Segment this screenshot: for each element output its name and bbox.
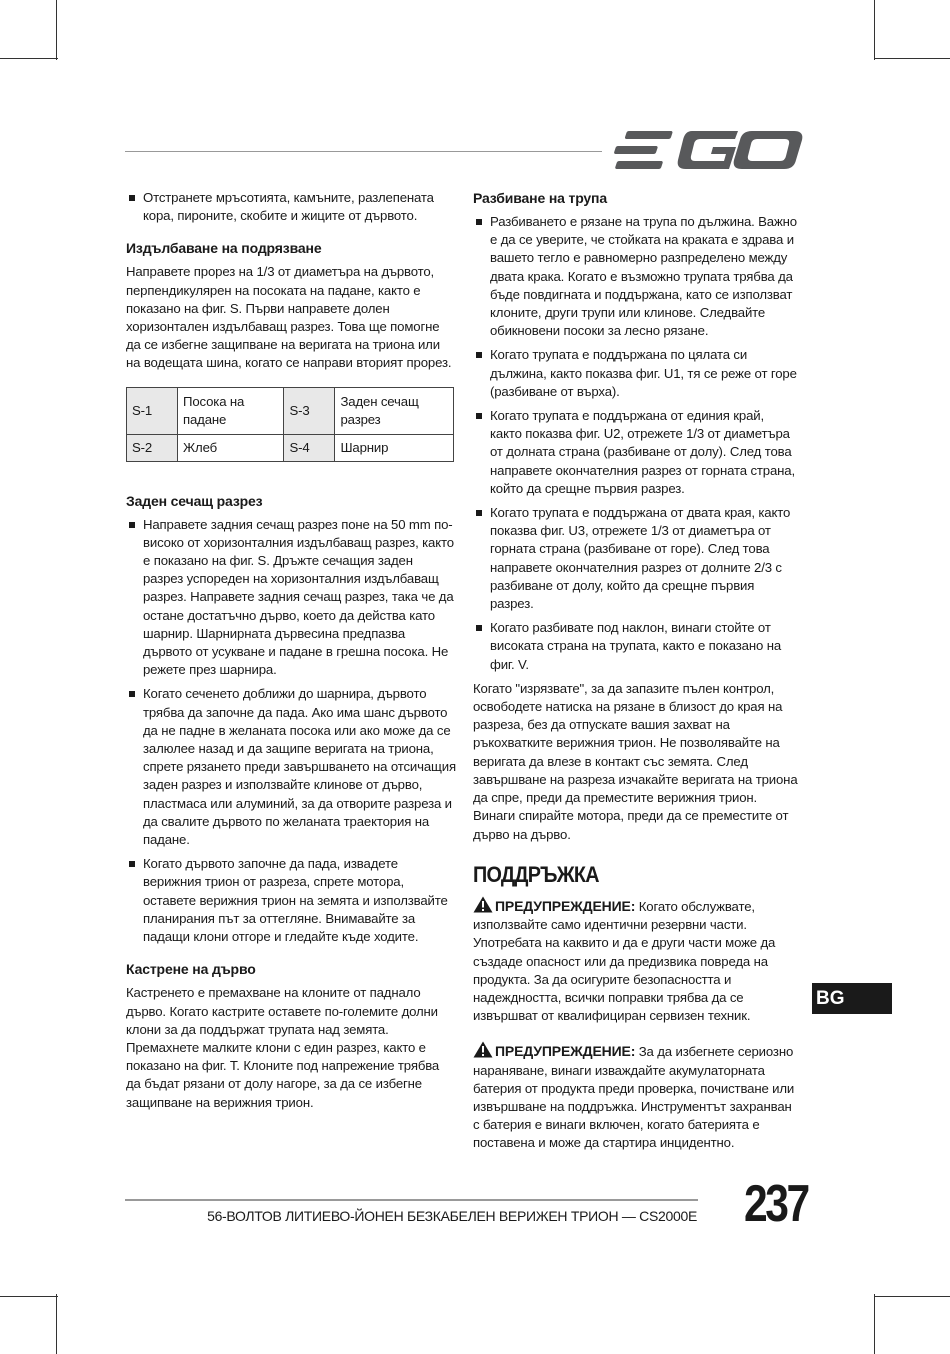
footer-rule [125,1199,698,1201]
notch-text: Направете прорез на 1/3 от диаметъра на дървото, перпендикулярен на посоката на падане, както е показано на фиг. S. Първи направете долен хоризонтален издълбаващ разрез. Това ще помогне да се избегне защипване на веригата на триона или на водещата шина, когато се направи вторият прорез. [126,264,452,371]
list-item: Когато трупата е поддържана от единия край, както показва фиг. U2, отрежете 1/3 от диаметъра от долната страна (разбиване от долу). След това направете окончателния разрез от горната страна, който да срещне първия разрез. [473,407,798,498]
crop-mark [874,58,950,59]
back-cut-heading: Заден сечащ разрез [126,492,263,509]
footer-product-title: 56-ВОЛТОВ ЛИТИЕВО-ЙОНЕН БЕЗКАБЕЛЕН ВЕРИЖЕН ТРИОН — CS2000E [207,1208,697,1224]
table-row [127,387,454,434]
header-rule [125,151,602,152]
warning-triangle-icon [473,1041,493,1058]
list-item: Направете задния сечащ разрез поне на 50 mm по-високо от хоризонталния издълбаващ разрез, както е показано на фиг. S. Дръжте сечащия заден разрез успореден на хоризонталния издълбаващ разрез. Направете задния сечащ разрез, така че да остане достатъчно дърво, което да действа като шарнир. Шарнирната дървесина предпазва дървото от усукване и падане в грешна посока. Не режете през шарнира. [126,516,456,680]
crop-mark [874,1294,875,1354]
crop-mark [0,1296,58,1297]
warning-block [473,896,798,1025]
warning-triangle-icon [473,896,493,913]
table-cell: S-4 [284,434,335,461]
bucking-list [473,213,798,674]
maintenance-title: ПОДДРЪЖКА [473,861,599,887]
left-column [126,189,456,1112]
crop-mark [56,0,57,60]
table-cell: Заден сечащ разрез [335,387,454,434]
list-item: Когато сеченето доближи до шарнира, дървото трябва да започне да пада. Ако има шанс дървото да не падне в желаната посока или ако може да се залюлее назад и да защипе веригата на триона, спрете рязането преди завършването на отсичащия заден разрез и използвайте клинове от дърво, пластмаса или алуминий, за да отворите разреза и да свалите дървото по желаната траектория на падане. [126,685,456,849]
intro-list [126,189,456,225]
page-number: 237 [744,1175,808,1233]
ego-logo [614,128,804,173]
warning-text: За да избегнете сериозно нараняване, винаги изваждайте акумулаторната батерия от продукта преди проверка, почистване или извършване на поддръжка. Инструментът захранван с батерия е винаги включен, когато батерията е поставена и може да стартира инцидентно. [473,1044,795,1151]
bucking-text: Когато "изрязвате", за да запазите пълен контрол, освободете натиска на рязане в близост до края на разреза, без да отпускате вашия захват на ръкохватките верижния трион. Не позволявайте на веригата да влезе в контакт със земята. След завършване на разреза изчакайте веригата на триона да спре, преди да преместите верижния трион. Винаги спирайте мотора, преди да се преместите от дърво на дърво. [473,680,798,842]
table-row [127,434,454,461]
limbing-heading: Кастрене на дърво [126,961,256,978]
list-item: Когато трупата е поддържана от двата края, както показва фиг. U3, отрежете 1/3 от диаметъра от горната страна (разбиване от горе). След това направете окончателния разрез от долните 2/3 с разбиване от долу, който да срещне първия разрез. [473,504,798,613]
figure-legend-table [126,387,454,462]
bucking-heading: Разбиване на трупа [473,190,607,206]
crop-mark [56,1294,57,1354]
language-tab: BG [812,983,892,1014]
limbing-text: Кастренето е премахване на клоните от паднало дърво. Когато кастрите оставете по-големите долни клони за да поддържат трупата над земята. Премахнете малките клони с един разрез, както е показано на фиг. T. Клоните под напрежение трябва да бъдат рязани от долу нагоре, за да се избегне защипване на верижния трион. [126,985,440,1110]
table-cell: S-1 [127,387,178,434]
table-cell: Посока на падане [178,387,284,434]
table-cell: Шарнир [335,434,454,461]
right-column [473,189,798,1169]
back-cut-list [126,516,456,947]
list-item: Когато дървото започне да пада, извадете верижния трион от разреза, спрете мотора, оставете верижния трион на земята и използвайте планирания път за оттегляне. Внимавайте за падащи клони отгоре и гледайте къде ходите. [126,855,456,946]
warning-text: Когато обслужвате, използвайте само идентични резервни части. Употребата на каквито и да е други части може да създаде опасност или да предизвика повреда на продукта. За да осигурите безопасността и надеждността, всички поправки трябва да се извършват от квалифициран сервизен техник. [473,898,776,1024]
notch-heading: Издълбаване на подрязване [126,240,322,257]
list-item: Разбиването е рязане на трупа по дължина. Важно е да се уверите, че стойката на краката е здрава и вашето тегло е равномерно разпределено между двата крака. Когато е възможно трупата трябва да бъде повдигната и поддържана, като се използват клоните, други трупи или клинове. Следвайте обикновени посоки за лесно рязане. [473,213,798,340]
list-item: Когато трупата е поддържана по цялата си дължина, както показва фиг. U1, тя се реже от горе (разбиване от върха). [473,346,798,401]
warning-label: ПРЕДУПРЕЖДЕНИЕ: [495,1043,636,1060]
list-item: Отстранете мръсотията, камъните, разлепената кора, пироните, скобите и жиците от дървото. [126,189,456,225]
warning-label: ПРЕДУПРЕЖДЕНИЕ: [495,897,636,914]
warning-block [473,1041,798,1152]
table-cell: Жлеб [178,434,284,461]
table-cell: S-2 [127,434,178,461]
crop-mark [874,1296,950,1297]
crop-mark [0,58,58,59]
list-item: Когато разбивате под наклон, винаги стойте от високата страна на трупата, както е показано на фиг. V. [473,619,798,674]
table-cell: S-3 [284,387,335,434]
crop-mark [874,0,875,60]
